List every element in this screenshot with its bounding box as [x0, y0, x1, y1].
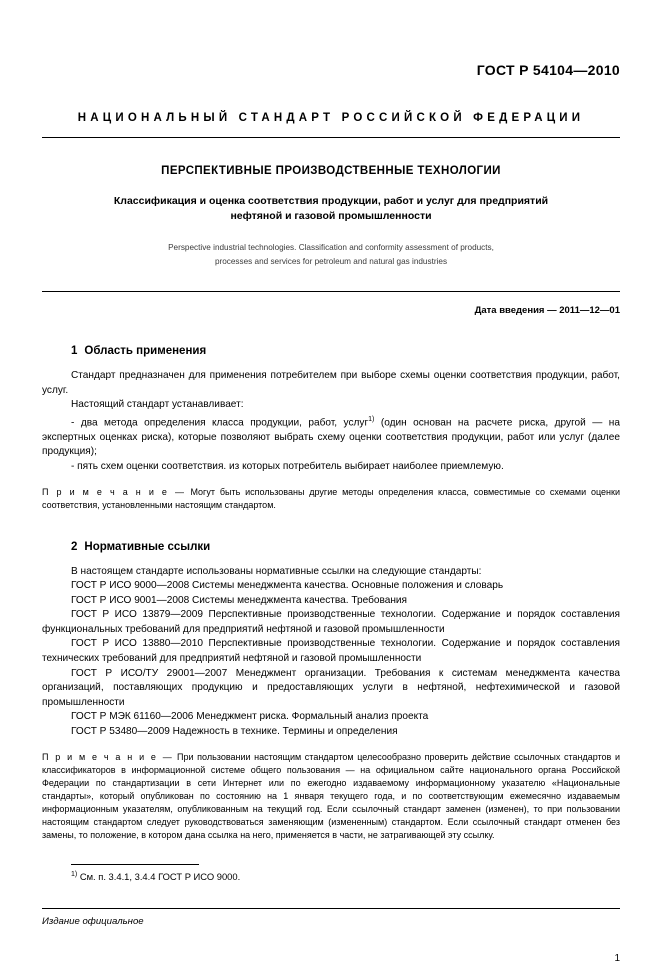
section-1-body [42, 369, 620, 512]
section-1-paragraph-3-post: (один основан на расчете риска, другой — на экспертных оценках риска), которые позволяют выбрать схему оценки соответствия продукции, работ или услуг (далее продукция); [42, 417, 620, 458]
section-2-note-text: При пользовании настоящим стандартом целесообразно проверить действие ссылочных стандартов и классификаторов в информационной системе общего пользования — на официальном сайте национального органа Российской Федерации по стандартизации в сети Интернет или по ежегодно издаваемому информационному указателю «Национальные стандарты», который опубликован по состоянию на 1 января текущего года, и по соответствующим ежемесячно издаваемым информационным указателям, опубликованным на текущий год. Если ссылочный стандарт заменен (изменен), то при пользовании настоящим стандартом следует руководствоваться заменяющим (измененным) стандартом. Если ссылочный стандарт отменен без замены, то положение, в котором дана ссылка на него, применяется в части, не затрагивающей эту ссылку. [42, 751, 620, 840]
national-standard-line: НАЦИОНАЛЬНЫЙ СТАНДАРТ РОССИЙСКОЙ ФЕДЕРАЦИИ [77, 112, 585, 124]
section-1-number: 1 [71, 345, 78, 357]
document-title-english-line2: processes and services for petroleum and natural gas industries [214, 257, 448, 266]
reference-item: ГОСТ Р МЭК 61160—2006 Менеджмент риска. Формальный анализ проекта [71, 711, 429, 723]
section-1-note-label: П р и м е ч а н и е — [42, 486, 186, 497]
footer [42, 916, 620, 927]
header-divider [42, 137, 620, 138]
section-1-heading [71, 345, 620, 357]
reference-item: ГОСТ Р ИСО/ТУ 29001—2007 Менеджмент организации. Требования к системам менеджмента качества организаций, поставляющих продукцию и предоставляющих услуги в нефтяной, нефтехимической и газовой промышленности [42, 667, 620, 708]
document-title-english [42, 241, 620, 269]
section-1-title: Область применения [84, 345, 207, 357]
document-title-sub-line1: Классификация и оценка соответствия продукции, работ и услуг для предприятий [113, 195, 549, 207]
section-2-note-label: П р и м е ч а н и е — [42, 751, 174, 762]
section-1-note-text: Могут быть использованы другие методы определения класса, совместимые со схемами оценки соответствия, установленными настоящим стандартом. [42, 486, 620, 510]
footer-divider [42, 908, 620, 909]
section-1-paragraph-2: Настоящий стандарт устанавливает: [71, 399, 244, 411]
footnote [71, 871, 620, 882]
section-2-paragraph-1: В настоящем стандарте использованы нормативные ссылки на следующие стандарты: [71, 565, 482, 577]
document-title-english-line1: Perspective industrial technologies. Classification and conformity assessment of products, [168, 243, 494, 252]
footnote-divider [71, 864, 199, 865]
section-2-number: 2 [71, 540, 78, 553]
gost-number: ГОСТ Р 54104—2010 [476, 62, 620, 78]
footnote-text: См. п. 3.4.1, 3.4.4 ГОСТ Р ИСО 9000. [77, 870, 241, 882]
section-1-paragraph-4: - пять схем оценки соответствия. из которых потребитель выбирает наиболее приемлемую. [71, 460, 504, 472]
edition-label: Издание официальное [42, 915, 144, 927]
page-content [42, 0, 620, 964]
page-number: 1 [614, 952, 620, 964]
reference-item: ГОСТ Р ИСО 9000—2008 Системы менеджмента качества. Основные положения и словарь [71, 580, 504, 592]
reference-item: ГОСТ Р 53480—2009 Надежность в технике. Термины и определения [71, 726, 398, 738]
section-1-paragraph-1: Стандарт предназначен для применения потребителем при выборе схемы оценки соответствия продукции, работ, услуг. [42, 370, 620, 396]
section-1-paragraph-3 [42, 413, 620, 460]
date-introduced: Дата введения — 2011—12—01 [474, 305, 620, 316]
document-title-sub [42, 194, 620, 224]
section-2-note [42, 751, 620, 842]
reference-item: ГОСТ Р ИСО 13880—2010 Перспективные производственные технологии. Содержание и порядок составления технических требований для предприятий нефтяной и газовой промышленности [42, 638, 620, 665]
section-2-body [42, 565, 620, 842]
reference-item: ГОСТ Р ИСО 13879—2009 Перспективные производственные технологии. Содержание и порядок составления функциональных требований для предприятий нефтяной и газовой промышленности [42, 609, 620, 635]
section-1-note [42, 486, 620, 512]
footnote-marker: 1) [71, 870, 78, 878]
document-title-sub-line2: нефтяной и газовой промышленности [230, 210, 432, 222]
section-2-title: Нормативные ссылки [84, 540, 211, 553]
section-2-heading [71, 541, 620, 553]
document-title-main: ПЕРСПЕКТИВНЫЕ ПРОИЗВОДСТВЕННЫЕ ТЕХНОЛОГИИ [161, 165, 501, 177]
reference-item: ГОСТ Р ИСО 9001—2008 Системы менеджмента качества. Требования [71, 594, 408, 606]
footnote-marker-inline: 1) [368, 415, 375, 423]
section-1-paragraph-3-pre: - два метода определения класса продукции, работ, услуг [71, 417, 369, 429]
title-divider [42, 291, 620, 292]
